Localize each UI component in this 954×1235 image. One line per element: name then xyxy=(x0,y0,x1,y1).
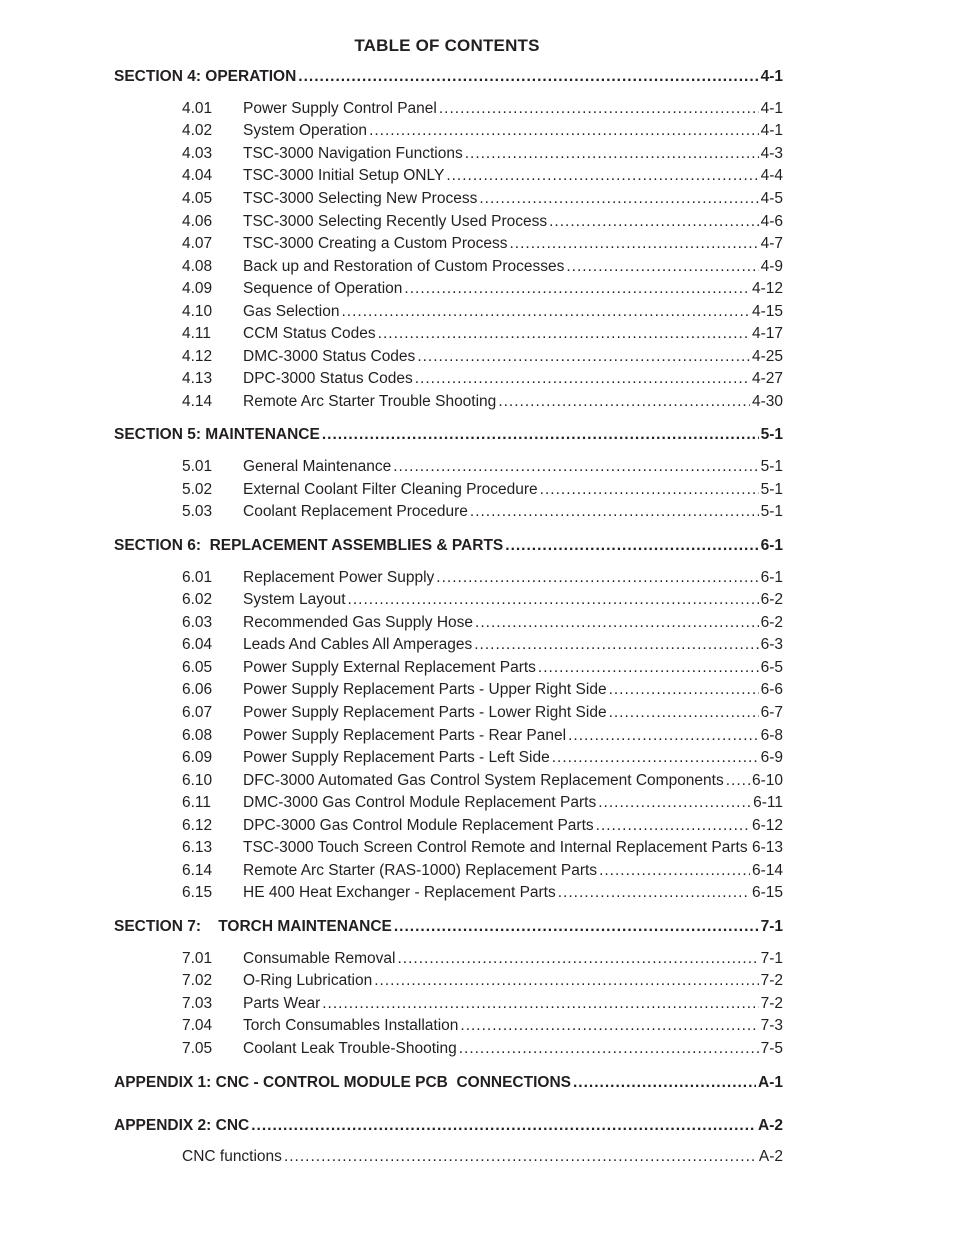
toc-entry-number: 6.13 xyxy=(182,839,213,856)
dot-leader xyxy=(460,1017,758,1035)
dot-leader xyxy=(479,190,758,208)
toc-page-number: 4-1 xyxy=(760,122,783,139)
toc-entry-title: Power Supply External Replacement Parts xyxy=(243,659,536,676)
dot-leader xyxy=(374,972,758,990)
toc-page-number: 4-17 xyxy=(751,325,783,342)
toc-section-title: SECTION 7: TORCH MAINTENANCE xyxy=(114,918,392,935)
toc-page-number: 6-1 xyxy=(760,569,783,586)
toc-page-number: 6-11 xyxy=(753,794,783,811)
toc-entry-title: Parts Wear xyxy=(243,995,321,1012)
toc-entry-number: 4.07 xyxy=(182,235,213,252)
toc-entry-number: 5.03 xyxy=(182,503,213,520)
toc-entry-number: 6.04 xyxy=(182,636,213,653)
dot-leader xyxy=(284,1148,757,1166)
dot-leader xyxy=(540,481,759,499)
toc-page-number: 6-15 xyxy=(751,884,783,901)
toc-page-number: 6-3 xyxy=(760,636,783,653)
toc-entry-number: 6.01 xyxy=(182,569,213,586)
toc-page-number: 7-2 xyxy=(760,995,783,1012)
dot-leader xyxy=(505,537,758,555)
toc-entry-title: Sequence of Operation xyxy=(243,280,403,297)
dot-leader xyxy=(348,591,759,609)
toc-entry-number: 6.05 xyxy=(182,659,213,676)
toc-page-number: 4-4 xyxy=(760,167,783,184)
toc-entry-row[interactable] xyxy=(114,481,783,503)
toc-page-number: 6-9 xyxy=(760,749,783,766)
toc-entry-number: 4.12 xyxy=(182,348,213,365)
toc-entry-number: 4.04 xyxy=(182,167,213,184)
dot-leader xyxy=(436,569,758,587)
toc-page-number: 6-10 xyxy=(751,772,783,789)
toc-page-number: A-2 xyxy=(758,1148,783,1165)
toc-entry-title: Replacement Power Supply xyxy=(243,569,435,586)
toc-entry-row[interactable] xyxy=(114,995,783,1017)
toc-entry-row[interactable] xyxy=(114,972,783,994)
dot-leader xyxy=(322,995,758,1013)
toc-page-number: 7-2 xyxy=(760,972,783,989)
toc-entry-number: 7.05 xyxy=(182,1040,213,1057)
toc-entry-row[interactable] xyxy=(114,100,783,122)
toc-page-number: 6-7 xyxy=(760,704,783,721)
toc-entry-number: 5.02 xyxy=(182,481,213,498)
toc-page-number: 7-1 xyxy=(760,918,783,935)
toc-entry-row[interactable] xyxy=(114,636,783,658)
toc-page-number: 7-5 xyxy=(760,1040,783,1057)
dot-leader xyxy=(342,303,750,321)
toc-entry-title: Coolant Replacement Procedure xyxy=(243,503,468,520)
dot-leader xyxy=(470,503,759,521)
toc-page-number: 6-12 xyxy=(751,817,783,834)
toc-entry-number: 4.02 xyxy=(182,122,213,139)
toc-entry-title: O-Ring Lubrication xyxy=(243,972,373,989)
toc-entry-number: 6.07 xyxy=(182,704,213,721)
toc-page-number: 6-5 xyxy=(760,659,783,676)
toc-entry-title: Recommended Gas Supply Hose xyxy=(243,614,474,631)
toc-page-number: 5-1 xyxy=(760,426,783,443)
dot-leader xyxy=(573,1074,756,1092)
dot-leader xyxy=(566,258,758,276)
toc-page-number: 6-2 xyxy=(760,591,783,608)
toc-page-number: 5-1 xyxy=(760,481,783,498)
toc-page-number: 4-6 xyxy=(760,213,783,230)
toc-entry-row[interactable] xyxy=(114,393,783,415)
dot-leader xyxy=(393,458,758,476)
dot-leader xyxy=(465,145,759,163)
toc-page-number: A-1 xyxy=(758,1074,783,1091)
dot-leader xyxy=(398,950,759,968)
toc-entry-number: 4.14 xyxy=(182,393,213,410)
toc-page-number: 6-13 xyxy=(751,839,783,856)
toc-entry-number: 6.08 xyxy=(182,727,213,744)
toc-page-number: 6-6 xyxy=(760,681,783,698)
toc-page-number: 6-14 xyxy=(751,862,783,879)
toc-section-row[interactable] xyxy=(114,68,783,90)
toc-entry-row[interactable] xyxy=(114,659,783,681)
toc-section-row[interactable] xyxy=(114,918,783,940)
toc-page-number: 5-1 xyxy=(760,458,783,475)
toc-entry-title: DPC-3000 Status Codes xyxy=(243,370,413,387)
toc-entry-number: 6.11 xyxy=(182,794,212,811)
toc-entry-title: General Maintenance xyxy=(243,458,392,475)
toc-entry-row[interactable] xyxy=(114,167,783,189)
toc-entry-row[interactable] xyxy=(114,458,783,480)
toc-entry-title: System Layout xyxy=(243,591,346,608)
toc-entry-title: Remote Arc Starter Trouble Shooting xyxy=(243,393,497,410)
dot-leader xyxy=(394,918,759,936)
toc-title: TABLE OF CONTENTS xyxy=(354,36,540,55)
toc-entry-title: Power Supply Replacement Parts - Lower Right Side xyxy=(243,704,607,721)
toc-page-number: 4-1 xyxy=(760,68,783,85)
toc-entry-number: 6.15 xyxy=(182,884,213,901)
toc-entry-title: Power Supply Replacement Parts - Upper Right Side xyxy=(243,681,607,698)
dot-leader xyxy=(498,393,750,411)
dot-leader xyxy=(459,1040,759,1058)
toc-entry-title: TSC-3000 Navigation Functions xyxy=(243,145,463,162)
toc-entry-title: TSC-3000 Selecting Recently Used Process xyxy=(243,213,548,230)
toc-entry-row[interactable] xyxy=(114,817,783,839)
toc-entry-row[interactable] xyxy=(114,591,783,613)
dot-leader xyxy=(558,884,750,902)
toc-entry-row[interactable] xyxy=(114,950,783,972)
toc-entry-row[interactable] xyxy=(114,1017,783,1039)
toc-page-number: 5-1 xyxy=(760,503,783,520)
toc-page-number: A-2 xyxy=(758,1117,783,1134)
dot-leader xyxy=(568,727,759,745)
toc-entry-title: CNC functions xyxy=(182,1148,282,1165)
toc-entry-row[interactable] xyxy=(114,681,783,703)
toc-entry-title: DMC-3000 Gas Control Module Replacement Parts xyxy=(243,794,597,811)
toc-entry-title: CCM Status Codes xyxy=(243,325,376,342)
toc-entry-row[interactable] xyxy=(114,122,783,144)
dot-leader xyxy=(415,370,750,388)
toc-entry-number: 6.03 xyxy=(182,614,213,631)
toc-entry-title: Power Supply Replacement Parts - Left Side xyxy=(243,749,550,766)
toc-entry-row[interactable] xyxy=(114,772,783,794)
toc-entry-number: 4.13 xyxy=(182,370,213,387)
toc-entry-title: System Operation xyxy=(243,122,368,139)
dot-leader xyxy=(596,817,750,835)
toc-entry-row[interactable] xyxy=(114,145,783,167)
toc-entry-number: 4.03 xyxy=(182,145,213,162)
toc-entry-number: 6.12 xyxy=(182,817,213,834)
toc-page-number: 4-5 xyxy=(760,190,783,207)
toc-entry-row[interactable] xyxy=(114,348,783,370)
dot-leader xyxy=(298,68,758,86)
dot-leader xyxy=(538,659,759,677)
toc-entry-number: 6.06 xyxy=(182,681,213,698)
dot-leader xyxy=(417,348,750,366)
toc-entry-title: Power Supply Replacement Parts - Rear Panel xyxy=(243,727,567,744)
toc-page-number: 6-8 xyxy=(760,727,783,744)
toc-page-number: 4-1 xyxy=(760,100,783,117)
toc-entry-number: 7.01 xyxy=(182,950,213,967)
toc-entry-title: Remote Arc Starter (RAS-1000) Replacement Parts xyxy=(243,862,598,879)
toc-page-number: 4-27 xyxy=(751,370,783,387)
toc-entry-row[interactable] xyxy=(114,569,783,591)
toc-entry-title: DFC-3000 Automated Gas Control System Replacement Components xyxy=(243,772,724,789)
toc-entry-row[interactable] xyxy=(114,235,783,257)
toc-entry-title: Consumable Removal xyxy=(243,950,396,967)
toc-page-number: 7-3 xyxy=(760,1017,783,1034)
dot-leader xyxy=(552,749,759,767)
toc-entry-title: Leads And Cables All Amperages xyxy=(243,636,473,653)
toc-section-title: SECTION 6: REPLACEMENT ASSEMBLIES & PARTS xyxy=(114,537,504,554)
dot-leader xyxy=(378,325,750,343)
toc-entry-number: 4.09 xyxy=(182,280,213,297)
toc-page-number: 4-7 xyxy=(760,235,783,252)
toc-section-title: SECTION 4: OPERATION xyxy=(114,68,297,85)
toc-entry-title: TSC-3000 Selecting New Process xyxy=(243,190,478,207)
toc-entry-row[interactable] xyxy=(114,884,783,906)
toc-entry-title: Torch Consumables Installation xyxy=(243,1017,459,1034)
toc-entry-row[interactable] xyxy=(114,303,783,325)
toc-entry-number: 6.09 xyxy=(182,749,213,766)
toc-entry-number: 4.10 xyxy=(182,303,213,320)
toc-section-title: APPENDIX 1: CNC - CONTROL MODULE PCB CONNECTIONS xyxy=(114,1074,571,1091)
toc-entry-number: 7.02 xyxy=(182,972,213,989)
toc-entry-row[interactable] xyxy=(114,1148,783,1170)
toc-entry-row[interactable] xyxy=(114,614,783,636)
toc-entry-row[interactable] xyxy=(114,213,783,235)
toc-entry-row[interactable] xyxy=(114,839,783,861)
toc-entry-number: 4.08 xyxy=(182,258,213,275)
toc-entry-number: 4.06 xyxy=(182,213,213,230)
toc-entry-title: Power Supply Control Panel xyxy=(243,100,437,117)
toc-entry-number: 6.14 xyxy=(182,862,213,879)
toc-entry-number: 7.03 xyxy=(182,995,213,1012)
dot-leader xyxy=(609,681,759,699)
toc-entry-title: Coolant Leak Trouble-Shooting xyxy=(243,1040,457,1057)
toc-entry-row[interactable] xyxy=(114,1040,783,1062)
toc-entry-title: DPC-3000 Gas Control Module Replacement Parts xyxy=(243,817,594,834)
toc-entry-number: 7.04 xyxy=(182,1017,213,1034)
toc-section-title: SECTION 5: MAINTENANCE xyxy=(114,426,320,443)
dot-leader xyxy=(726,772,750,790)
toc-section-row[interactable] xyxy=(114,1117,783,1139)
dot-leader xyxy=(404,280,750,298)
toc-section-row[interactable] xyxy=(114,426,783,448)
dot-leader xyxy=(599,862,750,880)
dot-leader xyxy=(549,213,758,231)
toc-page-number: 6-1 xyxy=(760,537,783,554)
dot-leader xyxy=(475,614,759,632)
toc-entry-title: Gas Selection xyxy=(243,303,340,320)
toc-page-number: 4-25 xyxy=(751,348,783,365)
dot-leader xyxy=(609,704,759,722)
toc-entry-title: DMC-3000 Status Codes xyxy=(243,348,416,365)
toc-entry-number: 4.11 xyxy=(182,325,212,342)
toc-entry-row[interactable] xyxy=(114,280,783,302)
toc-entry-number: 5.01 xyxy=(182,458,213,475)
dot-leader xyxy=(446,167,758,185)
toc-page-number: 4-30 xyxy=(751,393,783,410)
toc-entry-row[interactable] xyxy=(114,862,783,884)
dot-leader xyxy=(598,794,751,812)
toc-entry-row[interactable] xyxy=(114,258,783,280)
toc-section-row[interactable] xyxy=(114,537,783,559)
toc-entry-row[interactable] xyxy=(114,749,783,771)
dot-leader xyxy=(509,235,758,253)
toc-entry-number: 6.10 xyxy=(182,772,213,789)
toc-entry-title: External Coolant Filter Cleaning Procedure xyxy=(243,481,538,498)
toc-entry-row[interactable] xyxy=(114,370,783,392)
toc-page-number: 4-15 xyxy=(751,303,783,320)
toc-entry-title: TSC-3000 Initial Setup ONLY xyxy=(243,167,445,184)
toc-entry-row[interactable] xyxy=(114,704,783,726)
dot-leader xyxy=(474,636,758,654)
dot-leader xyxy=(439,100,759,118)
dot-leader xyxy=(251,1117,756,1135)
dot-leader xyxy=(369,122,759,140)
dot-leader xyxy=(322,426,759,444)
toc-page-number: 4-3 xyxy=(760,145,783,162)
toc-page-number: 4-9 xyxy=(760,258,783,275)
toc-page-number: 7-1 xyxy=(760,950,783,967)
toc-entry-number: 6.02 xyxy=(182,591,213,608)
toc-page-number: 6-2 xyxy=(760,614,783,631)
toc-entry-row[interactable] xyxy=(114,325,783,347)
toc-entry-number: 4.05 xyxy=(182,190,213,207)
toc-entry-row[interactable] xyxy=(114,503,783,525)
toc-entry-number: 4.01 xyxy=(182,100,213,117)
toc-entry-row[interactable] xyxy=(114,727,783,749)
toc-entry-title: HE 400 Heat Exchanger - Replacement Parts xyxy=(243,884,556,901)
toc-entry-row[interactable] xyxy=(114,190,783,212)
toc-section-title: APPENDIX 2: CNC xyxy=(114,1117,250,1134)
toc-section-row[interactable] xyxy=(114,1074,783,1096)
toc-entry-title: TSC-3000 Creating a Custom Process xyxy=(243,235,508,252)
toc-entry-title: Back up and Restoration of Custom Processes xyxy=(243,258,565,275)
toc-page-number: 4-12 xyxy=(751,280,783,297)
toc-entry-title: TSC-3000 Touch Screen Control Remote and Internal Replacement Parts xyxy=(243,839,748,856)
toc-entry-row[interactable] xyxy=(114,794,783,816)
